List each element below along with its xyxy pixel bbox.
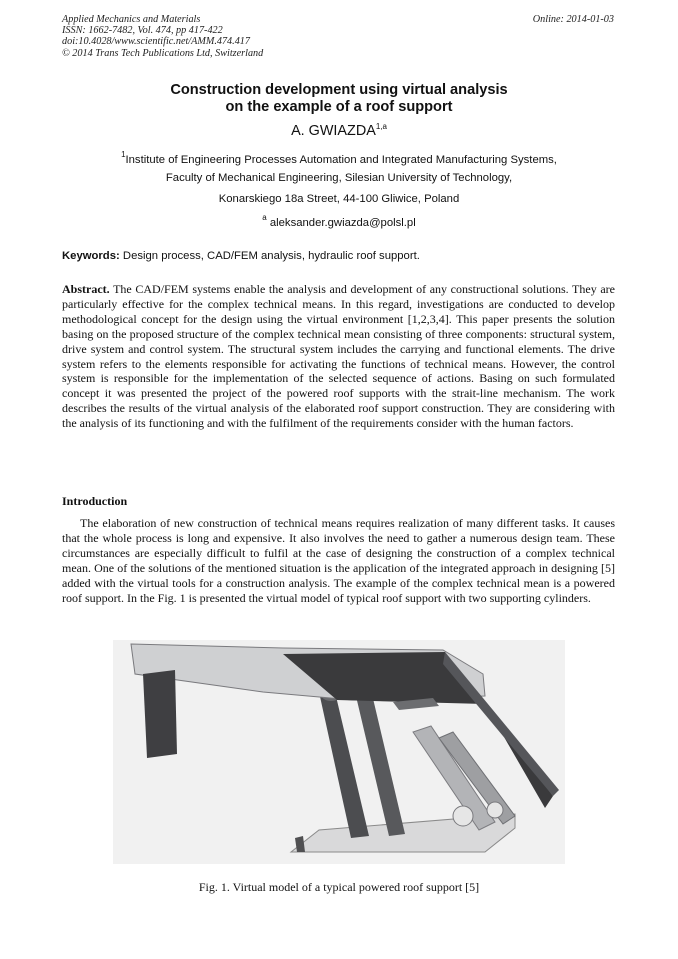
title-line-1: Construction development using virtual analysis — [170, 82, 508, 98]
abstract-text: The CAD/FEM systems enable the analysis and development of any constructional solutions. They are particularly effective for the complex technical means. In this regard, investigations are conducted to develop methodological concept for the design using the virtual environment [1,2,3,4]. This paper presents the solution basing on the proposed structure of the complex technical mean consisting of three components: structural system, drive system and control system. The structural system includes the carrying and functional elements. The drive system refers to the elements responsible for activating the functions of technical means. However, the control system is responsible for the implementation of the selected sequence of actions. Basing on such formulated concept it was presented the project of the powered roof supports with the strait-line mechanism. The work describes the results of the virtual analysis of the elaborated roof support construction. They are considering with the analysis of its functioning and with the fulfilment of the requirements consider with the human factors. — [62, 282, 615, 431]
journal-info — [62, 14, 263, 59]
pivot-joint-2 — [487, 802, 503, 818]
author-name: A. GWIAZDA — [291, 123, 376, 139]
introduction-text: The elaboration of new construction of technical means requires realization of many different tasks. It causes that the whole process is long and expensive. It also involves the need to gather a numerous design team. These circumstances are especially difficult to fulfil at the case of designing the construction of a complex technical mean. One of the solutions of the mentioned situation is the application of the integrated approach in designing [5] added with the virtual tools for a construction analysis. The example of the complex technical mean is a powered roof support. In the Fig. 1 is presented the virtual model of typical roof support with two supporting cylinders. — [62, 516, 615, 605]
title-line-2: on the example of a roof support — [225, 99, 453, 115]
affiliation-text-1: Institute of Engineering Processes Automation and Integrated Manufacturing Systems, — [125, 154, 557, 166]
figure-roof-support — [113, 640, 565, 864]
author-email — [62, 213, 616, 229]
author-sup: 1,a — [375, 122, 387, 131]
keywords-text: Design process, CAD/FEM analysis, hydraulic roof support. — [119, 250, 420, 262]
journal-issn: ISSN: 1662-7482, Vol. 474, pp 417-422 — [62, 25, 223, 37]
affiliation-line-1 — [62, 150, 616, 166]
paper-title — [62, 82, 616, 116]
email-address: aleksander.gwiazda@polsl.pl — [269, 217, 416, 229]
abstract — [62, 282, 615, 431]
figure-caption: Fig. 1. Virtual model of a typical powered roof support [5] — [198, 880, 480, 894]
roof-support-model — [113, 640, 565, 864]
keywords-label: Keywords: — [62, 250, 120, 262]
affiliation-sup-1: 1 — [121, 150, 126, 159]
online-date: Online: 2014-01-03 — [532, 14, 614, 25]
affiliation-line-2: Faculty of Mechanical Engineering, Silesian University of Technology, — [165, 172, 513, 184]
front-shield — [143, 670, 177, 758]
journal-doi: doi:10.4028/www.scientific.net/AMM.474.417 — [62, 36, 250, 48]
keywords — [62, 250, 616, 262]
author — [62, 122, 616, 139]
journal-name: Applied Mechanics and Materials — [62, 14, 201, 25]
affiliation-line-3: Konarskiego 18a Street, 44-100 Gliwice, Poland — [218, 193, 460, 205]
pivot-joint — [453, 806, 473, 826]
introduction-heading: Introduction — [62, 494, 128, 508]
affiliation-sup-a: a — [262, 213, 267, 222]
journal-copyright: © 2014 Trans Tech Publications Ltd, Switzerland — [62, 47, 264, 59]
abstract-label: Abstract. — [62, 282, 110, 296]
